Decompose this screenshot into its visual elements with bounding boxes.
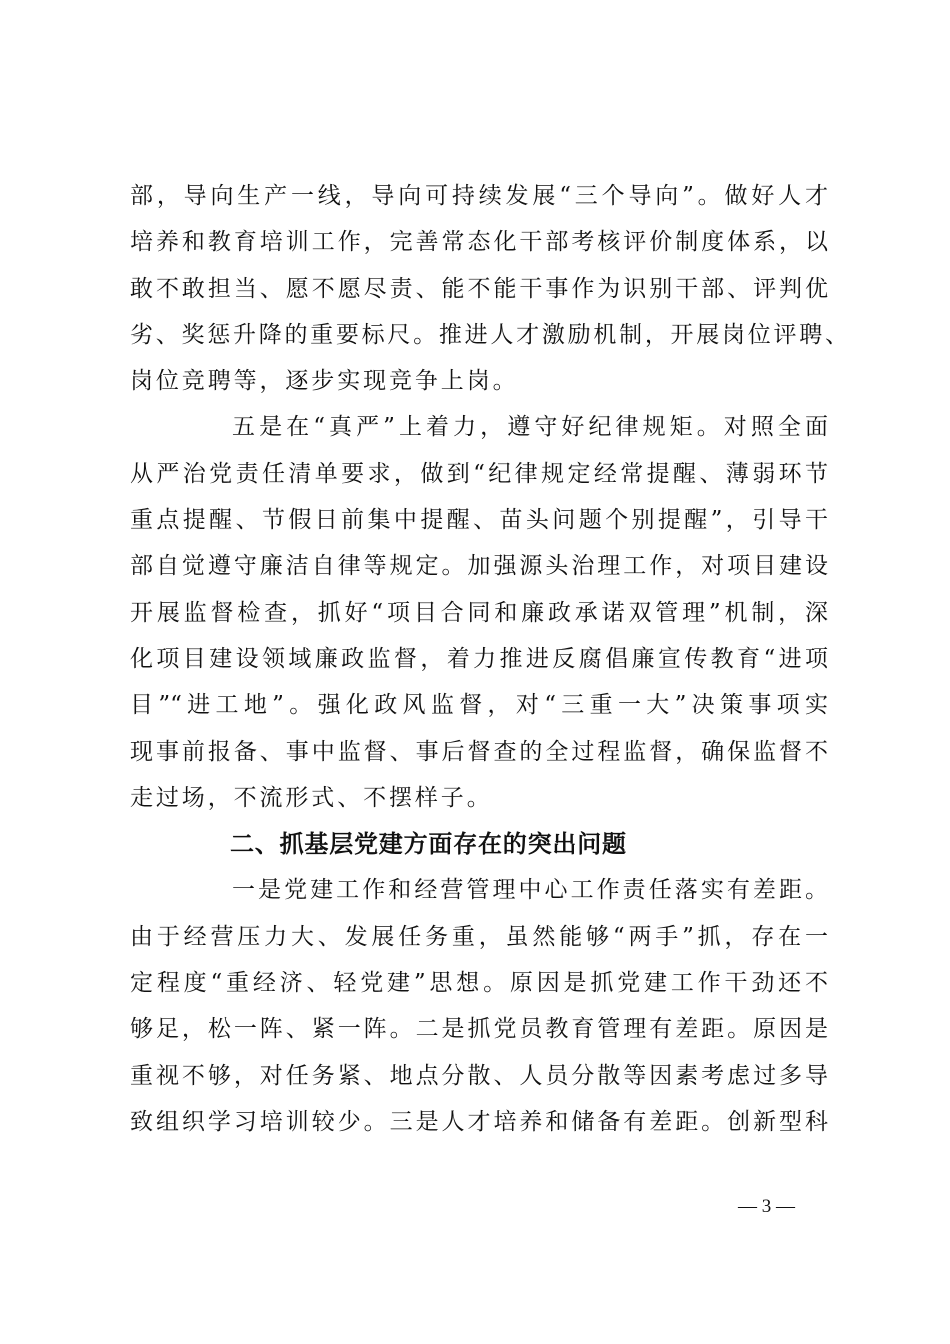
text-line: 够足，松一阵、紧一阵。二是抓党员教育管理有差距。原因是: [130, 1016, 828, 1043]
text-line: 敢不敢担当、愿不愿尽责、能不能干事作为识别干部、评判优: [130, 275, 828, 302]
text-line: 重点提醒、节假日前集中提醒、苗头问题个别提醒”，引导干: [130, 507, 828, 534]
text-line: 从严治党责任清单要求，做到“纪律规定经常提醒、薄弱环节: [130, 460, 828, 487]
text-line: 开展监督检查，抓好“项目合同和廉政承诺双管理”机制，深: [130, 599, 828, 626]
text-line: 致组织学习培训较少。三是人才培养和储备有差距。创新型科: [130, 1108, 828, 1135]
section-heading: 二、抓基层党建方面存在的突出问题: [230, 830, 627, 859]
text-line: 走过场，不流形式、不摆样子。: [130, 784, 493, 811]
text-line: 部自觉遵守廉洁自律等规定。加强源头治理工作，对项目建设: [130, 553, 828, 580]
text-line: 岗位竞聘等，逐步实现竞争上岗。: [130, 368, 519, 395]
paragraph-problems: [130, 867, 850, 1145]
text-line: 重视不够，对任务紧、地点分散、人员分散等因素考虑过多导: [130, 1062, 828, 1089]
document-body: [130, 173, 850, 1145]
page-number: — 3 —: [738, 1196, 795, 1217]
text-line: 部，导向生产一线，导向可持续发展“三个导向”。做好人才: [130, 183, 828, 209]
text-line: 定程度“重经济、轻党建”思想。原因是抓党建工作干劲还不: [130, 970, 828, 997]
text-line: 一是党建工作和经营管理中心工作责任落实有差距。: [232, 877, 828, 904]
text-line: 由于经营压力大、发展任务重，虽然能够“两手”抓，存在一: [130, 923, 828, 950]
text-line: 现事前报备、事中监督、事后督查的全过程监督，确保监督不: [130, 738, 828, 765]
text-line: 培养和教育培训工作，完善常态化干部考核评价制度体系，以: [130, 229, 828, 256]
text-line: 五是在“真严”上着力，遵守好纪律规矩。对照全面: [232, 414, 828, 441]
paragraph-discipline: [130, 404, 850, 821]
text-line: 化项目建设领域廉政监督，着力推进反腐倡廉宣传教育“进项: [130, 645, 828, 672]
text-line: 劣、奖惩升降的重要标尺。推进人才激励机制，开展岗位评聘、: [130, 321, 848, 348]
paragraph-talent-training: [130, 173, 850, 404]
text-line: 目”“进工地”。强化政风监督，对“三重一大”决策事项实: [130, 692, 828, 719]
